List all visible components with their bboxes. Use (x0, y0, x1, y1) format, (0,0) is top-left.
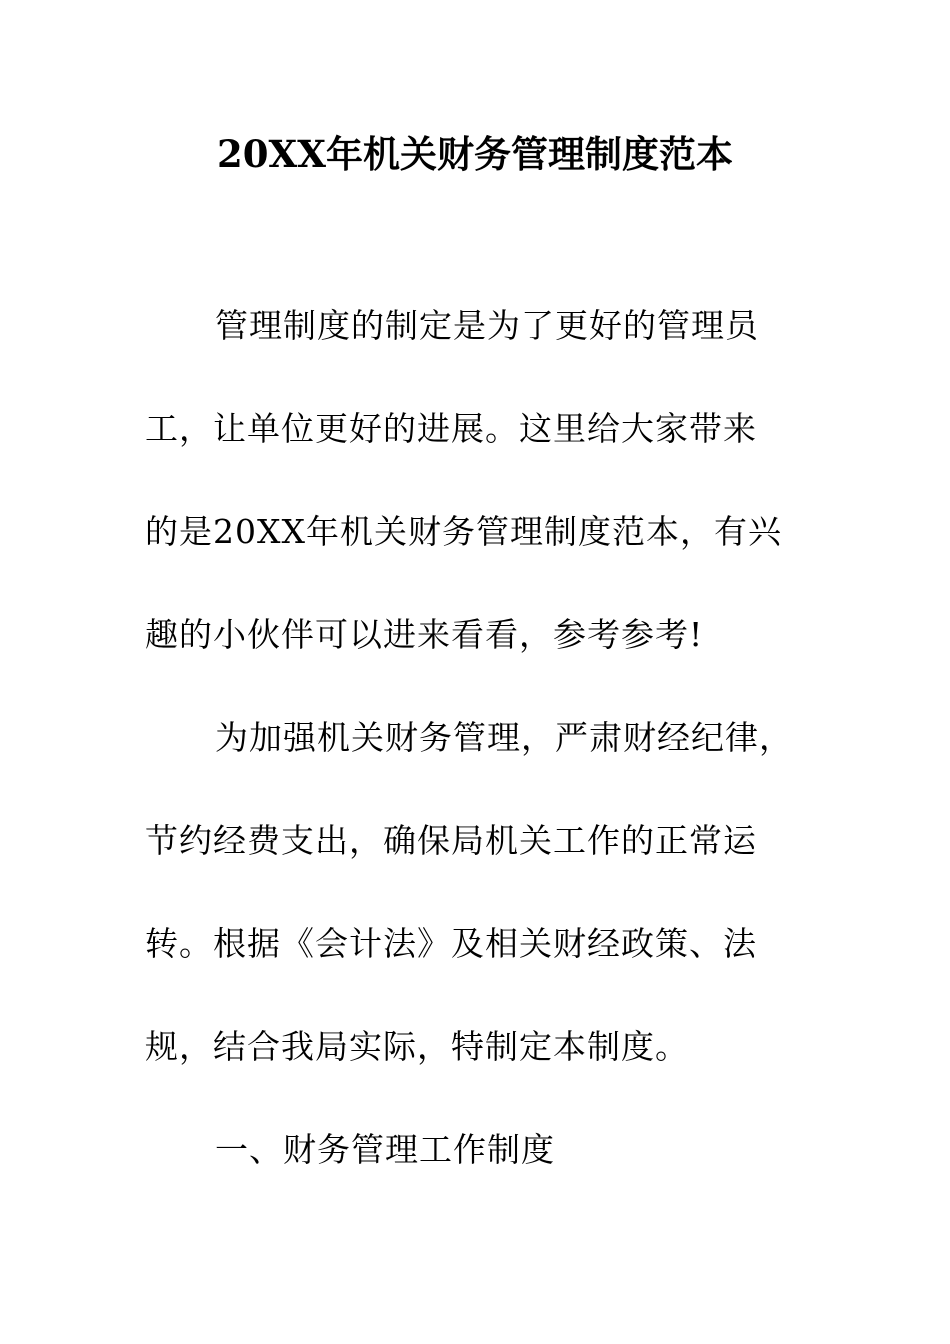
paragraph-purpose-line-3: 转。根据《会计法》及相关财经政策、法 (145, 924, 757, 963)
document-title: 20XX年机关财务管理制度范本 (217, 132, 733, 176)
section-heading: 一、财务管理工作制度 (215, 1130, 555, 1169)
paragraph-purpose-line-1: 为加强机关财务管理，严肃财经纪律， (215, 718, 793, 757)
paragraph-purpose-line-2: 节约经费支出，确保局机关工作的正常运 (145, 821, 757, 860)
paragraph-intro-line-3: 的是20XX年机关财务管理制度范本，有兴 (145, 512, 782, 551)
paragraph-intro-line-2: 工，让单位更好的进展。这里给大家带来 (145, 409, 757, 448)
paragraph-purpose-line-4: 规，结合我局实际，特制定本制度。 (145, 1027, 689, 1066)
paragraph-intro-line-1: 管理制度的制定是为了更好的管理员 (215, 306, 759, 345)
paragraph-intro-line-4: 趣的小伙伴可以进来看看，参考参考! (145, 615, 704, 654)
document-body (145, 300, 795, 1227)
